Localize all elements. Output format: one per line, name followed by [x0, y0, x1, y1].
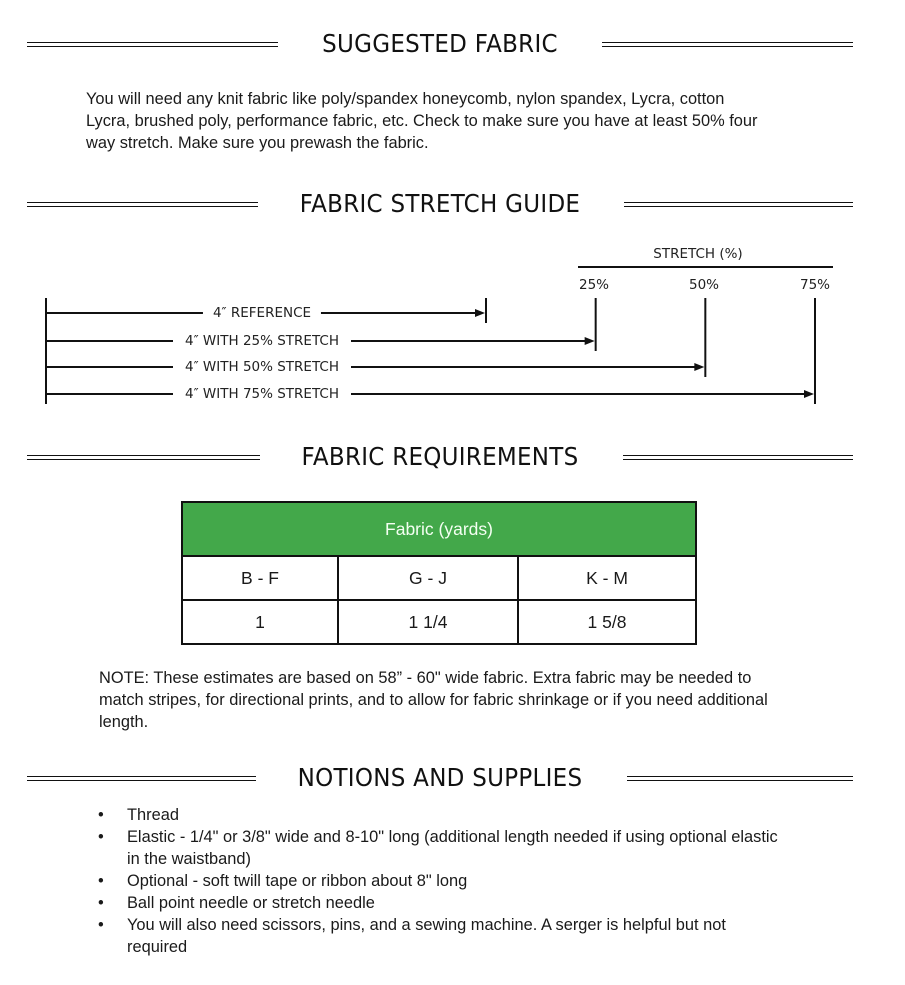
suggested-fabric-text: You will need any knit fabric like poly/spandex honeycomb, nylon spandex, Lycra, cotton Lycra, brushed poly, performance fabric, etc. Check to make sure you have at least 50% four way stretch. Make sure you prewash the fabric.	[86, 90, 758, 152]
row-label-25: 4″ WITH 25% STRETCH	[173, 333, 351, 349]
tick-label-25: 25%	[578, 277, 610, 293]
list-item-text: You will also need scissors, pins, and a sewing machine. A serger is helpful but not required	[127, 916, 726, 956]
bullet-icon: •	[98, 872, 104, 890]
bullet-icon: •	[98, 894, 104, 912]
table-size-row	[182, 556, 696, 600]
stretch-header-label: STRETCH (%)	[653, 246, 743, 262]
tick-label-50: 50%	[688, 277, 720, 293]
list-item-text: Optional - soft twill tape or ribbon about 8" long	[127, 872, 468, 890]
row-label-50: 4″ WITH 50% STRETCH	[173, 359, 351, 375]
notions-list	[98, 804, 778, 958]
section-header-stretch-guide	[27, 184, 853, 224]
section-title: NOTIONS AND SUPPLIES	[297, 763, 583, 792]
row-label-75: 4″ WITH 75% STRETCH	[173, 386, 351, 402]
yardage-g-j: 1 1/4	[338, 600, 518, 644]
list-item	[98, 804, 778, 826]
table-header-cell: Fabric (yards)	[182, 502, 696, 556]
table-header-row	[182, 502, 696, 556]
arrow-head-icon	[804, 390, 814, 398]
stretch-guide-svg	[0, 230, 905, 415]
size-column-k-m: K - M	[518, 556, 696, 600]
yardage-b-f: 1	[182, 600, 338, 644]
bullet-icon: •	[98, 828, 104, 846]
bullet-icon: •	[98, 806, 104, 824]
list-item	[98, 826, 778, 870]
bullet-icon: •	[98, 916, 104, 934]
fabric-requirements-table	[181, 501, 697, 645]
fabric-note: NOTE: These estimates are based on 58” - 60" wide fabric. Extra fabric may be needed to match stripes, for directional prints, and to allow for fabric shrinkage or if you need additional length.	[99, 669, 768, 731]
stretch-guide-diagram	[0, 230, 905, 415]
list-item	[98, 914, 778, 958]
row-label-reference: 4″ REFERENCE	[203, 305, 321, 321]
section-header-suggested-fabric	[27, 24, 853, 64]
section-title: FABRIC STRETCH GUIDE	[299, 189, 581, 218]
arrow-head-icon	[585, 337, 595, 345]
table-yardage-row	[182, 600, 696, 644]
section-header-fabric-requirements	[27, 437, 853, 477]
size-column-b-f: B - F	[182, 556, 338, 600]
list-item-text: Elastic - 1/4" or 3/8" wide and 8-10" long (additional length needed if using optional elastic in the waistband)	[127, 828, 778, 868]
size-column-g-j: G - J	[338, 556, 518, 600]
yardage-k-m: 1 5/8	[518, 600, 696, 644]
section-title: SUGGESTED FABRIC	[322, 29, 558, 58]
tick-label-75: 75%	[799, 277, 831, 293]
section-header-notions	[27, 758, 853, 798]
list-item	[98, 892, 778, 914]
list-item-text: Ball point needle or stretch needle	[127, 894, 375, 912]
arrow-head-icon	[694, 363, 704, 371]
section-title: FABRIC REQUIREMENTS	[301, 442, 579, 471]
list-item-text: Thread	[127, 806, 179, 824]
list-item	[98, 870, 778, 892]
arrow-head-icon	[475, 309, 485, 317]
